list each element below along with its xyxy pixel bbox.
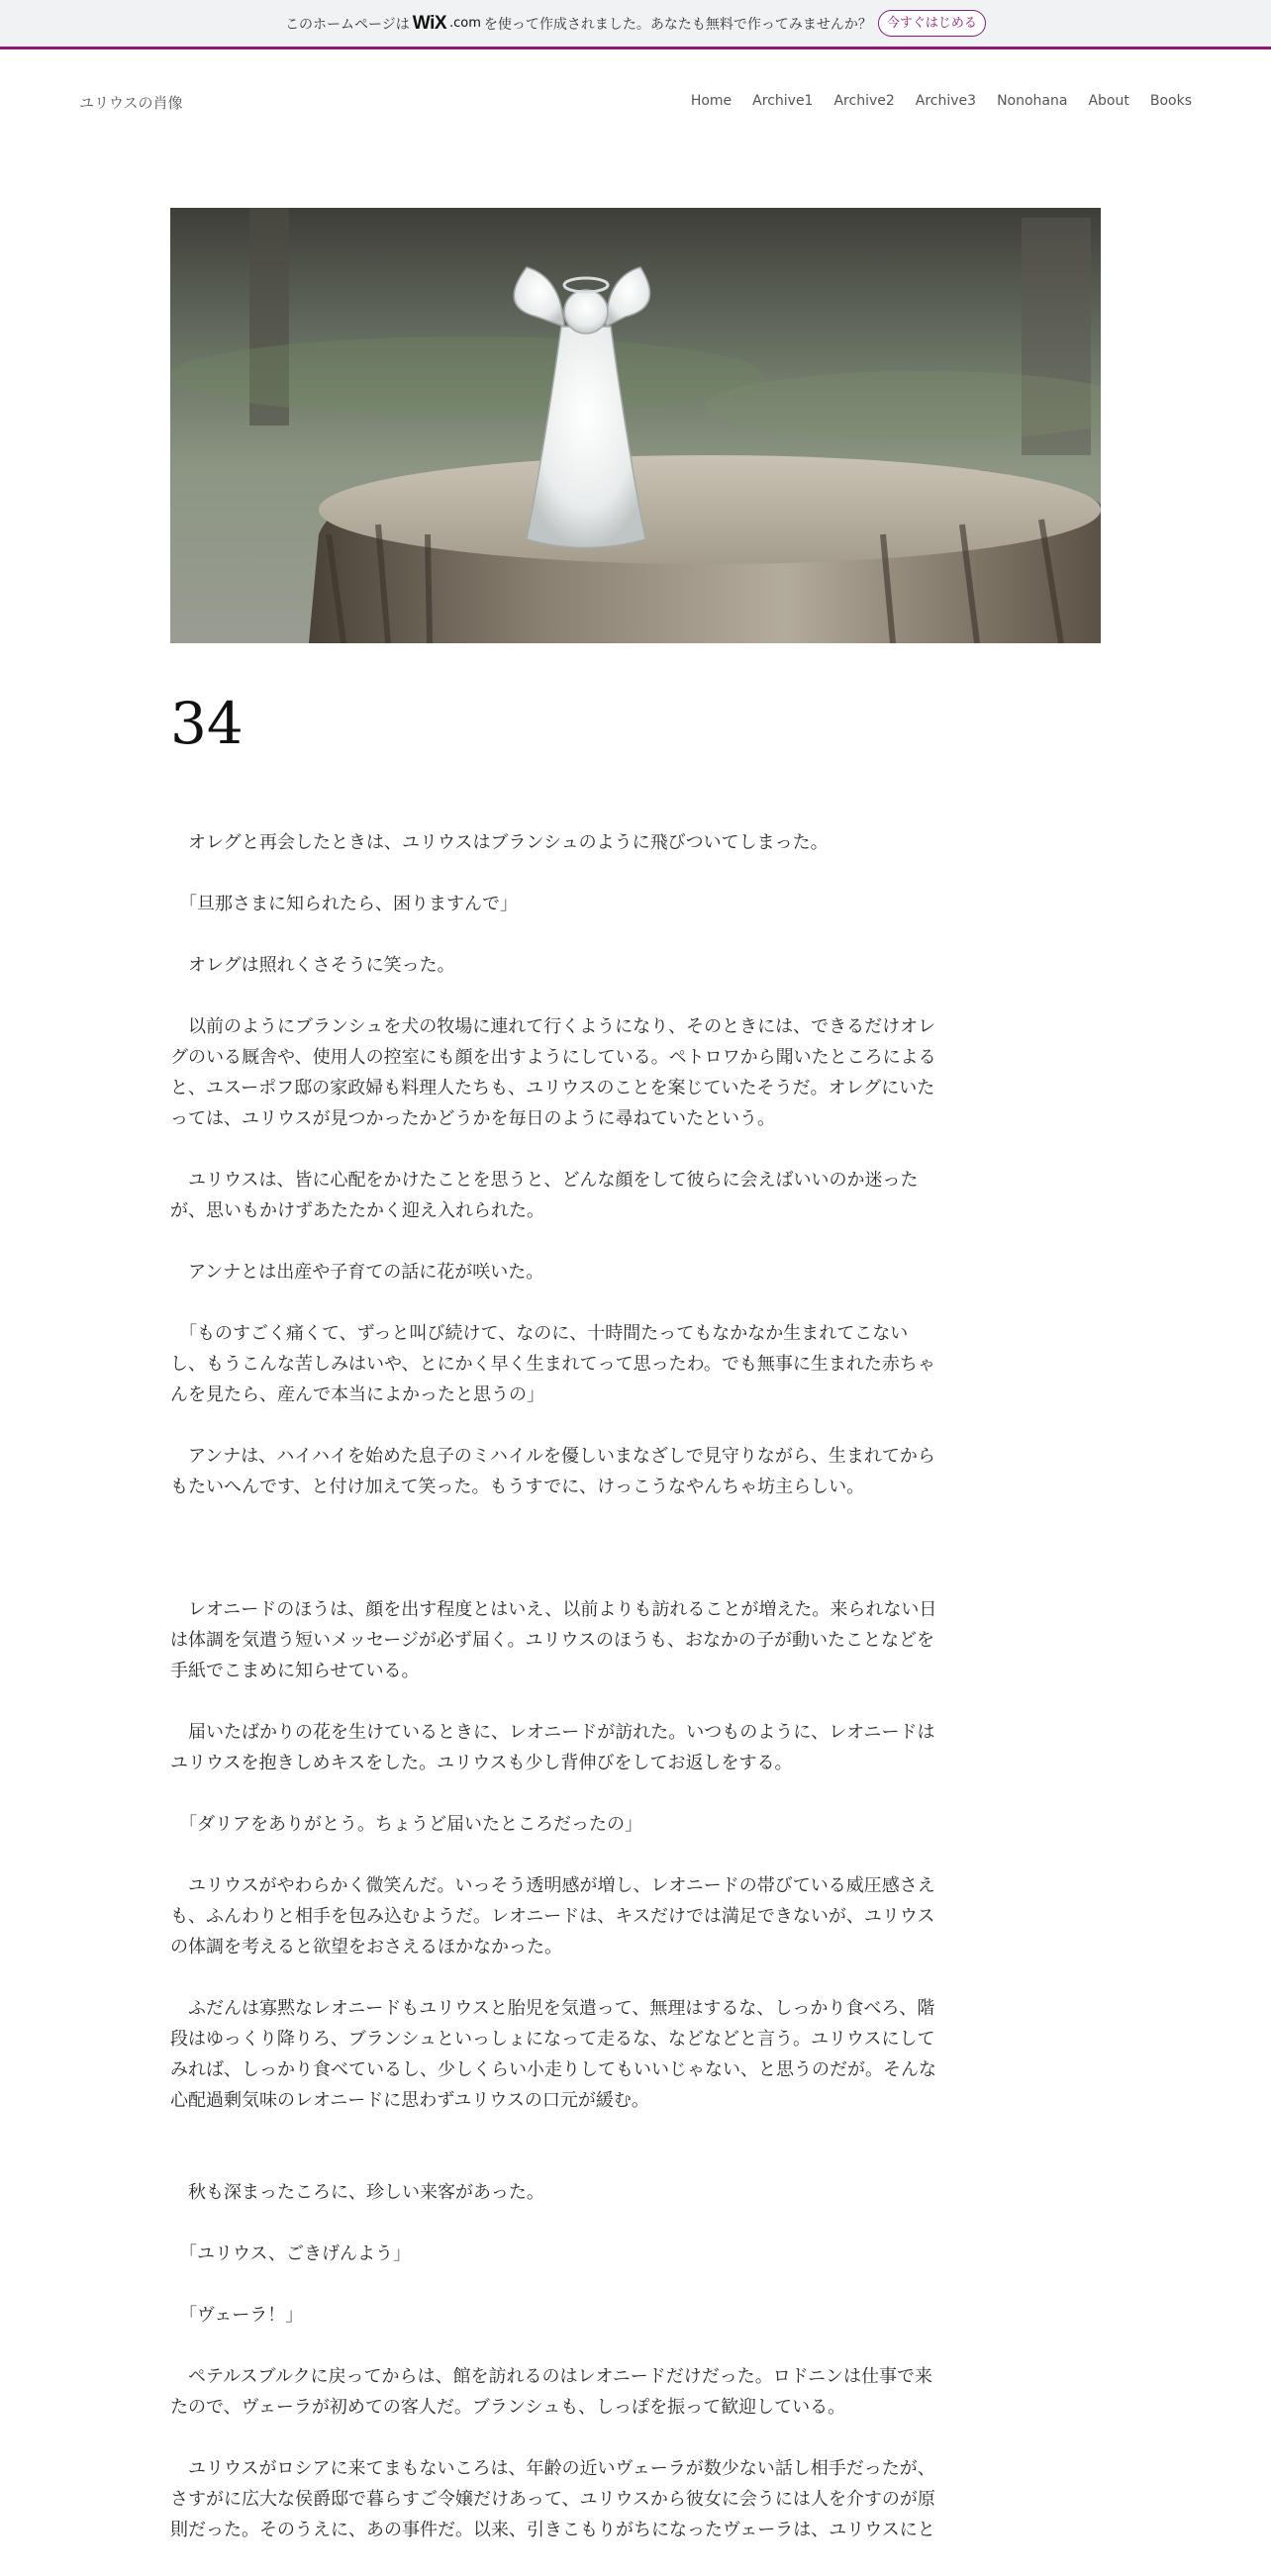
paragraph: レオニードのほうは、顔を出す程度とはいえ、以前よりも訪れることが増えた。来られない日は体調を気遣う短いメッセージが必ず届く。ユリウスのほうも、おなかの子が動いたことなどを手紙でこまめに知らせている。 xyxy=(170,1599,937,1681)
nav-archive3[interactable]: Archive3 xyxy=(915,93,977,109)
paragraph: 「旦那さまに知られたら、困りますんで」 xyxy=(179,894,518,914)
nav-books[interactable]: Books xyxy=(1149,93,1192,109)
paragraph: ユリウスがロシアに来てまもないころは、年齢の近いヴェーラが数少ない話し相手だったが、さすがに広大な侯爵邸で暮らすご令嬢だけあって、ユリウスから彼女に会うには人を介すのが原則だった。そのうえに、あの事件だ。以来、引きこもりがちになったヴェーラは、ユリウスにと xyxy=(170,2458,935,2540)
nav-archive2[interactable]: Archive2 xyxy=(833,93,895,109)
paragraph: 届いたばかりの花を生けているときに、レオニードが訪れた。いつものように、レオニードはユリウスを抱きしめキスをした。ユリウスも少し背伸びをしてお返しをする。 xyxy=(170,1722,935,1773)
paragraph: オレグと再会したときは、ユリウスはブランシュのように飛びついてしまった。 xyxy=(188,832,829,853)
paragraph: オレグは照れくさそうに笑った。 xyxy=(188,955,455,976)
wix-promo-message xyxy=(285,13,872,35)
paragraph: 「ヴェーラ！」 xyxy=(179,2305,304,2326)
wix-logo[interactable]: WiX xyxy=(412,12,447,34)
site-title[interactable]: ユリウスの肖像 xyxy=(79,94,183,112)
paragraph: 秋も深まったころに、珍しい来客があった。 xyxy=(188,2182,544,2203)
nav-nonohana[interactable]: Nonohana xyxy=(997,93,1068,109)
wix-promo-suffix: を使って作成されました。あなたも無料で作ってみませんか？ xyxy=(483,16,872,33)
paragraph: ペテルスブルクに戻ってからは、館を訪れるのはレオニードだけだった。ロドニンは仕事で来たので、ヴェーラが初めての客人だ。ブランシュも、しっぽを振って歓迎している。 xyxy=(170,2366,933,2418)
paragraph: 以前のようにブランシュを犬の牧場に連れて行くようになり、そのときには、できるだけオレグのいる厩舎や、使用人の控室にも顔を出すようにしている。ペトロワから聞いたところによると、ユスーポフ邸の家政婦も料理人たちも、ユリウスのことを案じていたそうだ。オレグにいたっては、ユリウスが見つかったかどうかを毎日のように尋ねていたという。 xyxy=(170,1016,936,1129)
section-spacer xyxy=(170,1533,942,1594)
paragraph: ユリウスは、皆に心配をかけたことを思うと、どんな顔をして彼らに会えばいいのか迷ったが、思いもかけずあたたかく迎え入れられた。 xyxy=(170,1170,919,1221)
paragraph: 「ダリアをありがとう。ちょうど届いたところだったの」 xyxy=(179,1814,642,1835)
hero-image-glass-angel xyxy=(170,208,1101,643)
section-spacer xyxy=(170,2147,942,2177)
start-now-button[interactable]: 今すぐはじめる xyxy=(878,10,986,37)
paragraph: ふだんは寡黙なレオニードもユリウスと胎児を気遣って、無理はするな、しっかり食べろ、階段はゆっくり降りろ、ブランシュといっしょになって走るな、などなどと言う。ユリウスにしてみれば、しっかり食べているし、少しくらい小走りしてもいいじゃない、と思うのだが。そんな心配過剰気味のレオニードに思わずユリウスの口元が緩む。 xyxy=(170,1998,936,2111)
nav-home[interactable]: Home xyxy=(690,93,733,109)
paragraph: ユリウスがやわらかく微笑んだ。いっそう透明感が増し、レオニードの帯びている威圧感さえも、ふんわりと相手を包み込むようだ。レオニードは、キスだけでは満足できないが、ユリウスの体調を考えると欲望をおさえるほかなかった。 xyxy=(170,1875,935,1957)
nav-archive1[interactable]: Archive1 xyxy=(752,93,814,109)
paragraph: 「ものすごく痛くて、ずっと叫び続けて、なのに、十時間たってもなかなか生まれてこないし、もうこんな苦しみはいや、とにかく早く生まれてって思ったわ。でも無事に生まれた赤ちゃんを見たら、産んで本当によかったと思うの」 xyxy=(170,1323,935,1405)
post-title: 34 xyxy=(170,690,244,757)
paragraph: 「ユリウス、ごきげんよう」 xyxy=(179,2243,411,2264)
nav-about[interactable]: About xyxy=(1088,93,1129,109)
wix-promo-prefix: このホームページは xyxy=(285,16,410,33)
paragraph: アンナとは出産や子育ての話に花が咲いた。 xyxy=(188,1262,544,1283)
post-body xyxy=(170,827,942,2576)
paragraph: アンナは、ハイハイを始めた息子のミハイルを優しいまなざしで見守りながら、生まれてからもたいへんです、と付け加えて笑った。もうすでに、けっこうなやんちゃ坊主らしい。 xyxy=(170,1446,935,1497)
wix-logo-suffix: .com xyxy=(449,16,481,31)
wix-promo-banner xyxy=(0,0,1271,49)
main-nav xyxy=(670,93,1192,109)
